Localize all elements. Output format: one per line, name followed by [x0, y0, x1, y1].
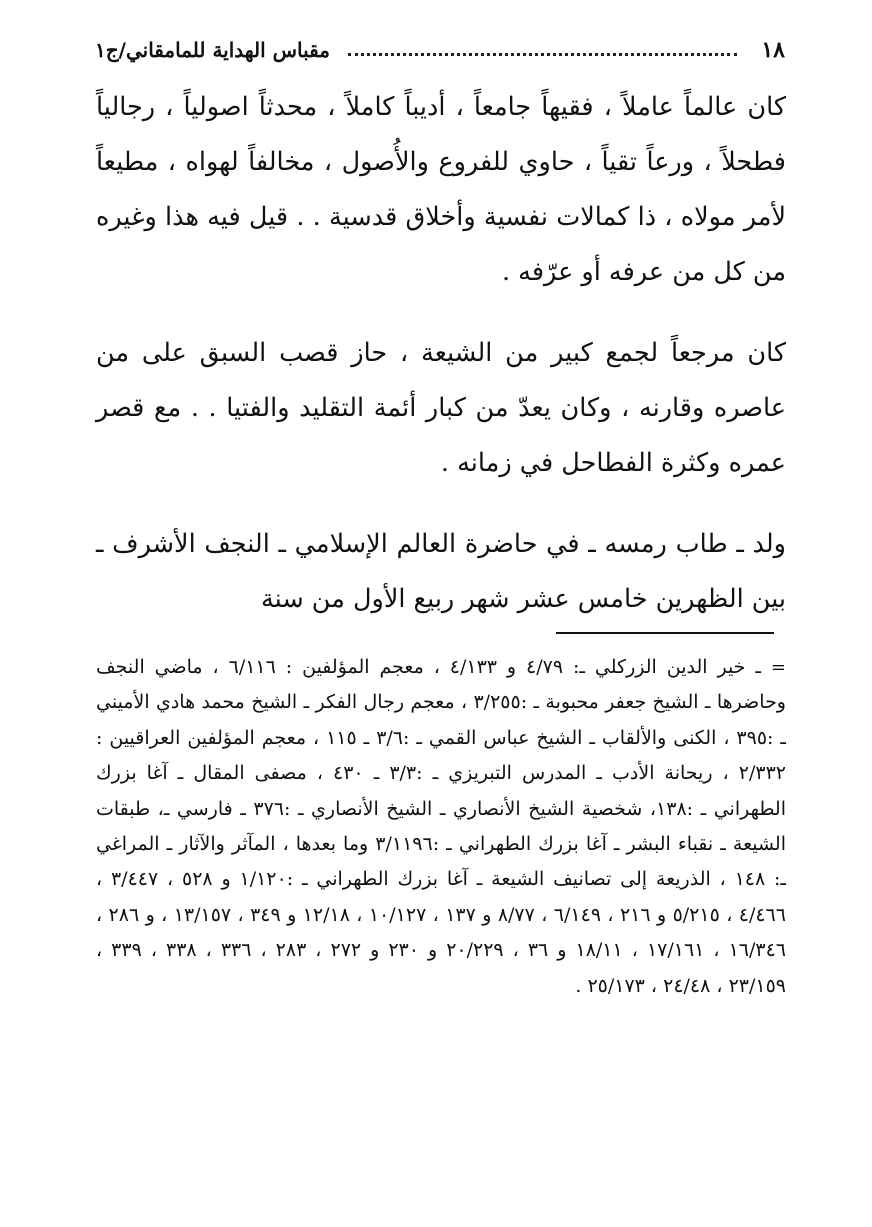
footnote-continuation-marker: =	[770, 657, 787, 678]
page-number: ١٨	[761, 37, 785, 63]
footnote-separator	[556, 632, 774, 634]
header-dotted-leader	[348, 53, 737, 56]
main-text	[96, 80, 786, 627]
footnote	[96, 650, 786, 1004]
paragraph-2: كان مرجعاً لجمع كبير من الشيعة ، حاز قصب السبق على من عاصره وقارنه ، وكان يعدّ من كبار أئمة التقليد والفتيا . . مع قصر عمره وكثرة الفطاحل في زمانه .	[96, 338, 786, 478]
paragraph-3: ولد ـ طاب رمسه ـ في حاضرة العالم الإسلامي ـ النجف الأشرف ـ بين الظهرين خامس عشر شهر ربيع الأول من سنة	[96, 529, 786, 614]
paragraph-1: كان عالماً عاملاً ، فقيهاً جامعاً ، أديباً كاملاً ، محدثاً اصولياً ، رجالياً فطحلاً ، ورعاً تقياً ، حاوي للفروع والأُصول ، مخالفاً لهواه ، مطيعاً لأمر مولاه ، ذا كمالات نفسية وأخلاق قدسية . . قيل فيه هذا وغيره من كل من عرفه أو عرّفه .	[96, 92, 786, 287]
running-title: مقباس الهداية للمامقاني/ج١	[95, 38, 331, 62]
running-header	[95, 30, 785, 70]
footnote-text: ـ خير الدين الزركلي ـ: ٤/٧٩ و ٤/١٣٣ ، معجم المؤلفين : ٦/١١٦ ، ماضي النجف وحاضرها ـ الشيخ جعفر محبوبة ـ :٣/٢٥٥ ، معجم رجال الفكر ـ الشيخ محمد هادي الأميني ـ :٣٩٥ ، الكنى والألقاب ـ الشيخ عباس القمي ـ :٣/٦ ـ ١١٥ ، معجم المؤلفين العراقيين : ٢/٣٣٢ ، ريحانة الأدب ـ المدرس التبريزي ـ :٣/٣ ـ ٤٣٠ ، مصفى المقال ـ آغا بزرك الطهراني ـ :١٣٨، شخصية الشيخ الأنصاري ـ الشيخ الأنصاري ـ :٣٧٦ ـ فارسي ـ، طبقات الشيعة ـ نقباء البشر ـ آغا بزرك الطهراني ـ :٣/١١٩٦ وما بعدها ، المآثر والآثار ـ المراغي ـ: ١٤٨ ، الذريعة إلى تصانيف الشيعة ـ آغا بزرك الطهراني ـ :١/١٢٠ و ٥٢٨ ، ٣/٤٤٧ ، ٤/٤٦٦ ، ٥/٢١٥ و ٢١٦ ، ٦/١٤٩ ، ٨/٧٧ و ١٣٧ ، ١٠/١٢٧ ، ١٢/١٨ و ٣٤٩ ، ١٣/١٥٧ ، و ٢٨٦ ، ١٦/٣٤٦ ، ١٧/١٦١ ، ١٨/١١ و ٣٦ ، ٢٠/٢٢٩ و ٢٣٠ و ٢٧٢ ، ٢٨٣ ، ٣٣٦ ، ٣٣٨ ، ٣٣٩ ، ٢٣/١٥٩ ، ٢٤/٤٨ ، ٢٥/١٧٣ .	[96, 656, 787, 997]
